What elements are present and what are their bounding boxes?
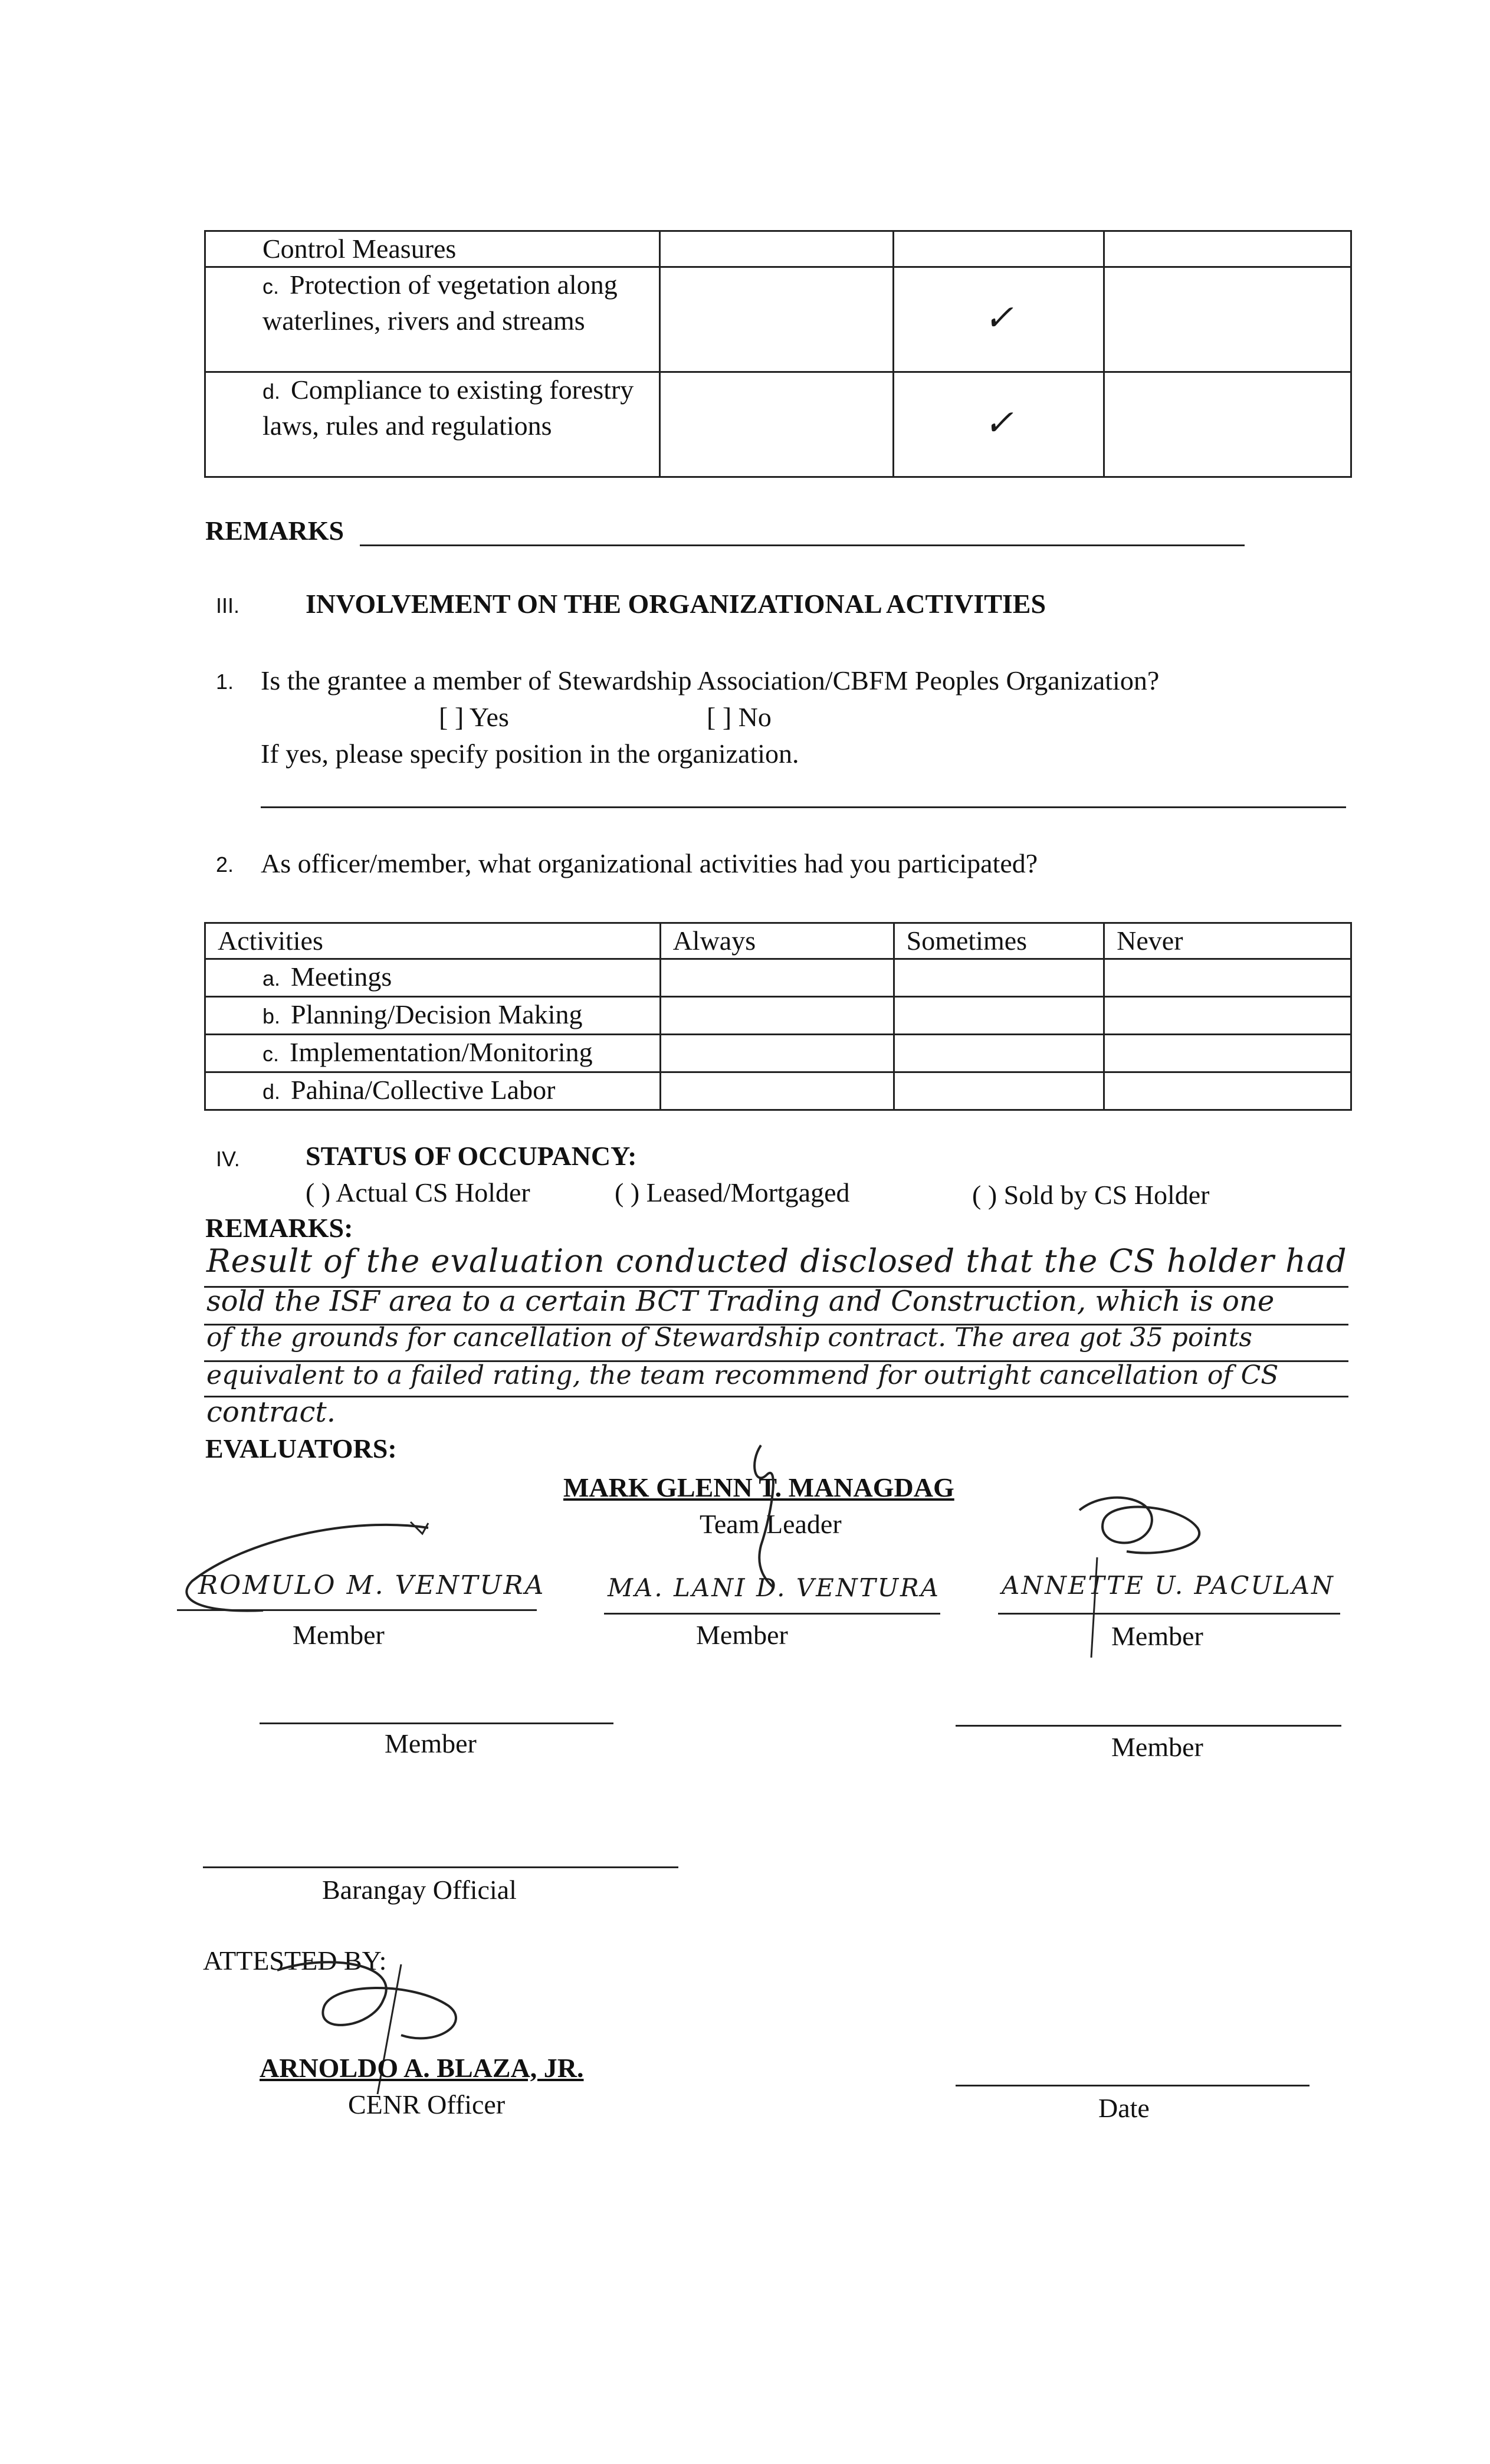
- team-leader-name: MARK GLENN T. MANAGDAG: [563, 1472, 954, 1502]
- row-letter: b.: [262, 1004, 281, 1028]
- table-header: Never: [1104, 923, 1351, 959]
- section-number: IV.: [216, 1147, 240, 1171]
- table-cell: [894, 372, 1104, 477]
- table-cell[interactable]: [894, 959, 1104, 997]
- occupancy-option-leased[interactable]: ( ) Leased/Mortgaged: [615, 1177, 850, 1208]
- team-leader-signature: [726, 1439, 808, 1593]
- no-option[interactable]: [ ] No: [707, 702, 772, 732]
- table-cell[interactable]: [1104, 997, 1351, 1035]
- vegetation-measures-table: [204, 230, 1352, 478]
- occupancy-option-sold[interactable]: ( ) Sold by CS Holder: [972, 1180, 1210, 1210]
- signature-line: [956, 1725, 1341, 1727]
- occupancy-option-actual[interactable]: ( ) Actual CS Holder: [306, 1177, 530, 1208]
- table-cell[interactable]: [1104, 1072, 1351, 1110]
- table-cell: [205, 372, 660, 477]
- table-cell: [660, 267, 894, 372]
- question-1-followup: If yes, please specify position in the organization.: [261, 739, 799, 769]
- remarks-handwritten-line: contract.: [206, 1396, 336, 1429]
- table-cell: [205, 231, 660, 267]
- table-cell[interactable]: [894, 997, 1104, 1035]
- table-cell: [205, 959, 661, 997]
- member-1-signature: [175, 1516, 470, 1616]
- row-letter: d.: [262, 1080, 281, 1104]
- table-cell[interactable]: [660, 959, 894, 997]
- row-text: Meetings: [291, 962, 392, 992]
- table-header: Sometimes: [894, 923, 1104, 959]
- row-text: Pahina/Collective Labor: [291, 1075, 556, 1105]
- table-cell[interactable]: [1104, 959, 1351, 997]
- table-cell[interactable]: [660, 1072, 894, 1110]
- signature-line: [604, 1613, 940, 1615]
- check-mark-icon: ✓: [983, 402, 1014, 444]
- row-text: Implementation/Monitoring: [290, 1037, 593, 1067]
- attested-label: ATTESTED BY:: [203, 1945, 387, 1976]
- table-cell[interactable]: [660, 997, 894, 1035]
- member-label: Member: [385, 1728, 477, 1758]
- activities-table: [204, 922, 1352, 1111]
- table-cell: [1104, 231, 1351, 267]
- table-cell: [894, 267, 1104, 372]
- section-title: STATUS OF OCCUPANCY:: [306, 1141, 637, 1171]
- table-cell: [205, 997, 661, 1035]
- remarks-label: REMARKS:: [205, 1213, 353, 1243]
- table-cell: [1104, 267, 1351, 372]
- yes-option[interactable]: [ ] Yes: [439, 702, 509, 732]
- member-label: Member: [1111, 1732, 1203, 1762]
- remarks-handwritten-line: of the grounds for cancellation of Stewardship contract. The area got 35 points: [206, 1323, 1252, 1353]
- section-title: INVOLVEMENT ON THE ORGANIZATIONAL ACTIVITIES: [306, 589, 1046, 619]
- section-number: III.: [216, 593, 240, 618]
- evaluators-label: EVALUATORS:: [205, 1433, 397, 1464]
- row-text: Protection of vegetation along waterlines, rivers and streams: [262, 270, 618, 336]
- member-1-name: ROMULO M. VENTURA: [198, 1570, 546, 1600]
- row-text: Control Measures: [262, 234, 457, 264]
- position-answer-line: [261, 806, 1346, 808]
- remarks-handwritten-line: Result of the evaluation conducted disclosed that the CS holder had: [206, 1242, 1347, 1279]
- table-cell: [205, 1035, 661, 1072]
- signature-line: [260, 1722, 613, 1724]
- table-cell[interactable]: [894, 1035, 1104, 1072]
- question-1: Is the grantee a member of Stewardship Association/CBFM Peoples Organization?: [261, 665, 1160, 695]
- table-cell[interactable]: [660, 1035, 894, 1072]
- member-3-signature: [1062, 1487, 1215, 1664]
- question-2: As officer/member, what organizational activities had you participated?: [261, 848, 1038, 878]
- check-mark-icon: ✓: [983, 297, 1014, 339]
- member-label: Member: [1111, 1621, 1203, 1651]
- team-leader-role: Team Leader: [700, 1509, 842, 1539]
- member-2-name: MA. LANI D. VENTURA: [608, 1573, 940, 1602]
- table-cell: [894, 231, 1104, 267]
- date-line: [956, 2085, 1310, 2086]
- cenr-officer-name: ARNOLDO A. BLAZA, JR.: [260, 2053, 584, 2083]
- member-label: Member: [293, 1620, 385, 1650]
- remarks-handwritten-line: equivalent to a failed rating, the team recommend for outright cancellation of CS: [206, 1360, 1279, 1390]
- row-letter: c.: [262, 274, 280, 298]
- remarks-label: REMARKS: [205, 516, 344, 546]
- table-cell[interactable]: [894, 1072, 1104, 1110]
- table-cell[interactable]: [1104, 1035, 1351, 1072]
- table-header: Activities: [205, 923, 661, 959]
- member-3-name: ANNETTE U. PACULAN: [1002, 1571, 1335, 1600]
- table-cell: [205, 1072, 661, 1110]
- remarks-handwritten-line: sold the ISF area to a certain BCT Trading and Construction, which is one: [206, 1285, 1275, 1318]
- row-letter: d.: [262, 379, 281, 403]
- signature-line: [203, 1866, 678, 1868]
- table-cell: [1104, 372, 1351, 477]
- date-label: Date: [1098, 2093, 1150, 2123]
- question-number: 1.: [216, 670, 234, 694]
- question-number: 2.: [216, 852, 234, 877]
- row-letter: a.: [262, 966, 281, 990]
- row-letter: c.: [262, 1042, 280, 1066]
- remarks-line: [360, 544, 1245, 546]
- table-header: Always: [660, 923, 894, 959]
- member-label: Member: [696, 1620, 788, 1650]
- table-cell: [205, 267, 660, 372]
- table-cell: [660, 372, 894, 477]
- cenr-officer-role: CENR Officer: [348, 2089, 506, 2120]
- table-cell: [660, 231, 894, 267]
- row-text: Compliance to existing forestry laws, rules and regulations: [262, 375, 634, 441]
- barangay-official-label: Barangay Official: [322, 1875, 517, 1905]
- row-text: Planning/Decision Making: [291, 999, 583, 1029]
- ruled-line: [204, 1396, 1348, 1397]
